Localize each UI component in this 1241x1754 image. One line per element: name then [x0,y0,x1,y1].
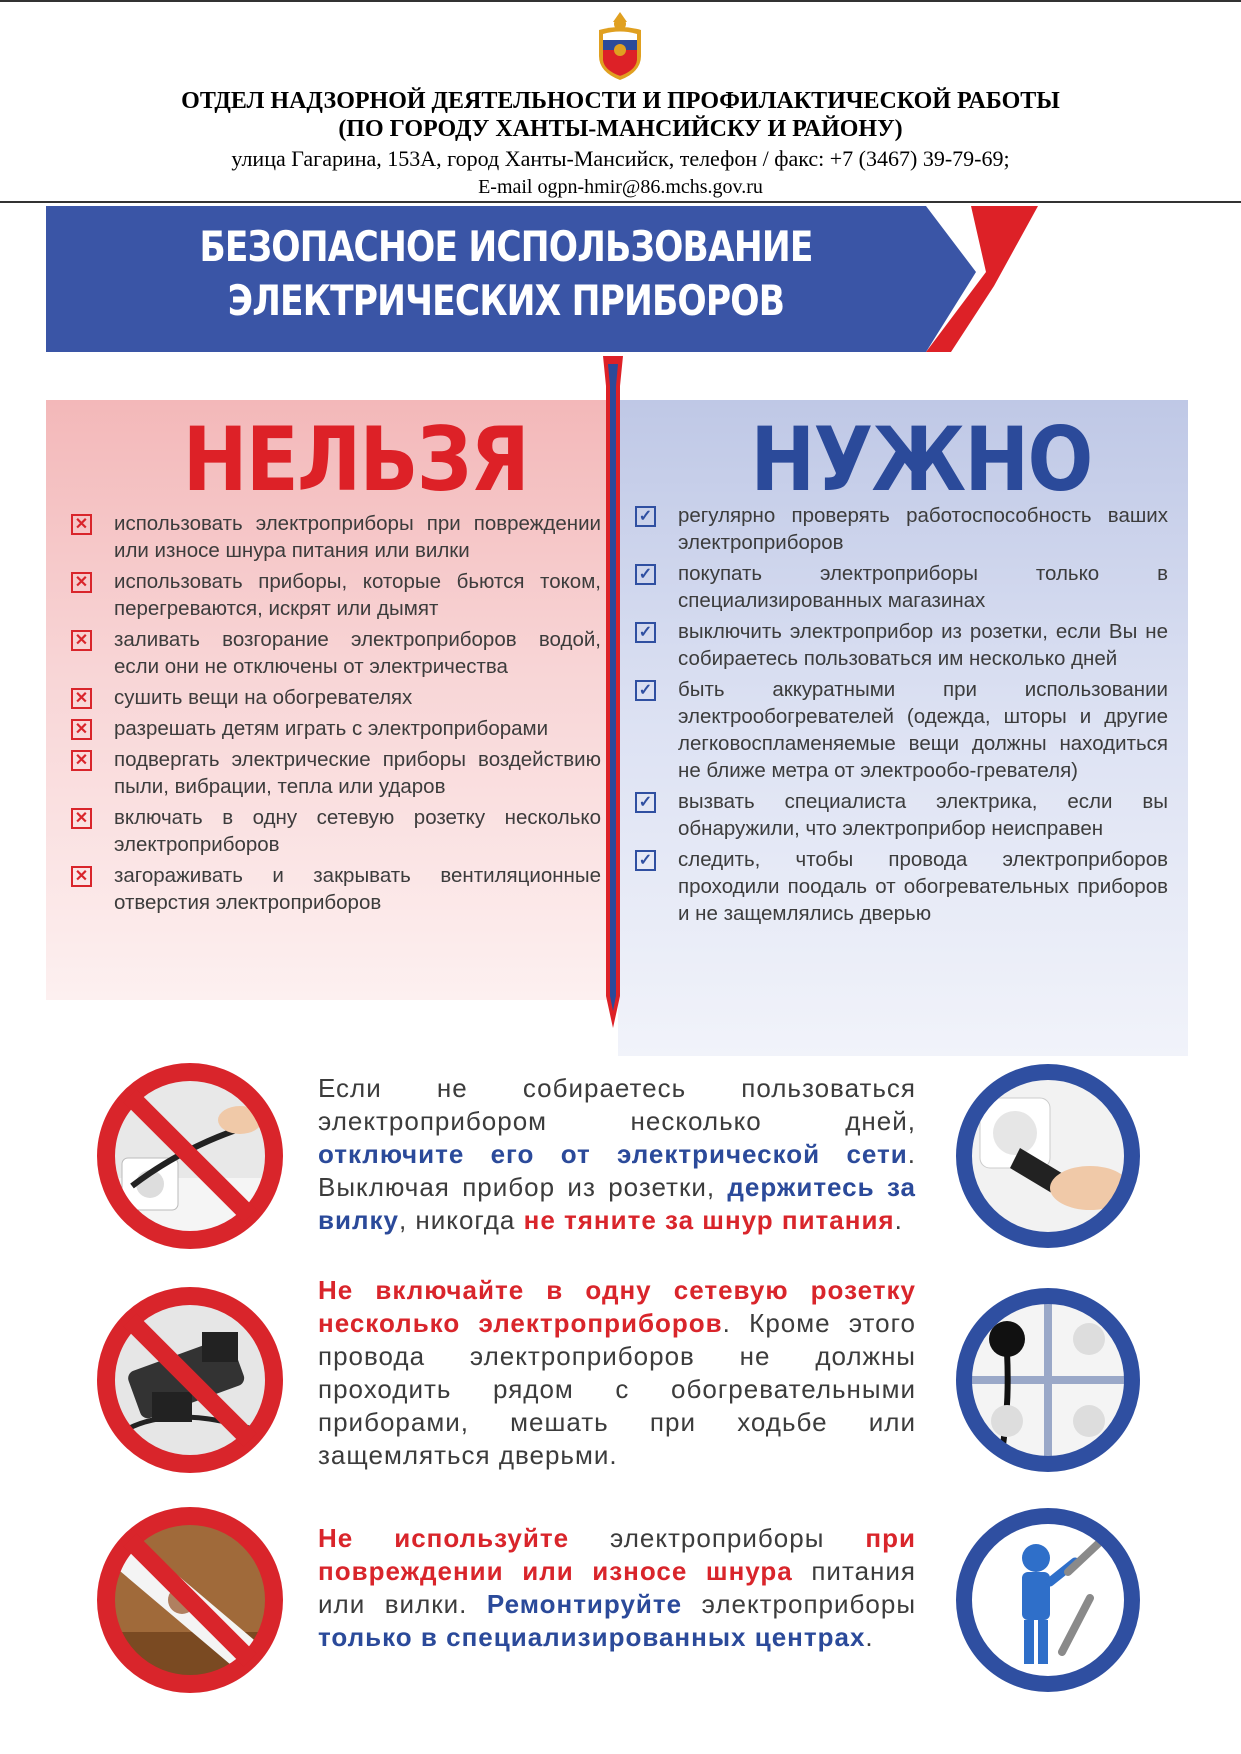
tip-text-part: Не используйте [318,1523,570,1553]
tip-text-part: электроприборы [682,1589,917,1619]
cross-box-icon: ✕ [71,866,92,887]
forbidden-item [68,715,601,742]
required-title: НУЖНО [750,408,1092,511]
tip-unplug [318,1072,916,1237]
required-item [632,502,1168,556]
forbidden-item-text: заливать возгорание электроприборов водой, если они не отключены от электричества [114,628,601,678]
tip-text-part: не тяните за шнур питания [523,1205,895,1235]
tip-text-part: . Выключая прибор из розетки, [318,1139,916,1202]
cross-box-icon: ✕ [71,719,92,740]
forbidden-title: НЕЛЬЗЯ [182,408,528,511]
prohibited-pull-cord-icon [92,1058,288,1254]
forbidden-item-text: использовать электроприборы при повреждении или износе шнура питания или вилки [114,512,601,562]
tip-text-part: Не включайте в одну сетевую розетку несколько электроприборов [318,1275,916,1338]
required-item-text: выключить электроприбор из розетки, если Вы не собираетесь пользоваться им несколько дней [678,620,1168,670]
forbidden-item-text: загораживать и закрывать вентиляционные отверстия электроприборов [114,864,601,914]
tip-damaged-cord [318,1522,916,1654]
required-item-text: быть аккуратными при использовании электрообогревателей (одежда, шторы и другие легковоспламеняемые вещи должны находиться не ближе метра от электрообо-гревателя) [678,678,1168,782]
required-item [632,618,1168,672]
org-address: улица Гагарина, 153А, город Ханты-Мансийск, телефон / факс: +7 (3467) 39-79-69; [231,146,1010,171]
banner-title-line2: ЭЛЕКТРИЧЕСКИХ ПРИБОРОВ [227,276,785,325]
check-box-icon: ✓ [635,792,656,813]
single-outlet-icon [950,1282,1146,1478]
tip-text-part: при повреждении или износе шнура [318,1523,916,1586]
forbidden-item [68,510,601,564]
org-email: E-mail ogpn-hmir@86.mchs.gov.ru [478,176,763,198]
unplug-by-plug-icon [950,1058,1146,1254]
tip-text-part: электроприборы [569,1523,866,1553]
electrician-repair-icon [950,1502,1146,1698]
forbidden-item [68,568,601,622]
tip-text-part: , никогда [398,1205,524,1235]
check-box-icon: ✓ [635,506,656,527]
tip-text-part: . Кроме этого провода электроприборов не должны проходить рядом с обогревательными приборами, мешать при ходьбе или защемляться дверьми. [318,1308,917,1470]
prohibited-damaged-cord-icon [92,1502,288,1698]
forbidden-item-text: использовать приборы, которые бьются током, перегреваются, искрят или дымят [114,570,601,620]
forbidden-item [68,626,601,680]
forbidden-item [68,684,601,711]
required-list [632,502,1168,931]
required-item-text: следить, чтобы провода электроприборов проходили поодаль от обогревательных приборов и не защемлялись дверью [678,848,1168,925]
forbidden-item [68,804,601,858]
required-item [632,788,1168,842]
org-name-line1: ОТДЕЛ НАДЗОРНОЙ ДЕЯТЕЛЬНОСТИ И ПРОФИЛАКТИЧЕСКОЙ РАБОТЫ [181,88,1060,114]
forbidden-item-text: подвергать электрические приборы воздействию пыли, вибрации, тепла или ударов [114,748,601,798]
forbidden-list [68,510,601,920]
header-rule [0,201,1241,203]
check-box-icon: ✓ [635,850,656,871]
cross-box-icon: ✕ [71,630,92,651]
emblem-icon [593,10,647,82]
required-item [632,560,1168,614]
check-box-icon: ✓ [635,564,656,585]
banner-title-line1: БЕЗОПАСНОЕ ИСПОЛЬЗОВАНИЕ [199,222,813,271]
tip-text-part: . [894,1205,903,1235]
panel-divider [598,356,628,1028]
required-item-text: вызвать специалиста электрика, если вы обнаружили, что электроприбор неисправен [678,790,1168,840]
cross-box-icon: ✕ [71,808,92,829]
forbidden-item-text: включать в одну сетевую розетку несколько электроприборов [114,806,601,856]
required-item [632,676,1168,784]
check-box-icon: ✓ [635,622,656,643]
forbidden-item-text: сушить вещи на обогревателях [114,686,413,709]
prohibited-overload-icon [92,1282,288,1478]
tip-text-part: только в специализированных центрах [318,1622,866,1652]
tip-one-outlet [318,1274,916,1472]
forbidden-item-text: разрешать детям играть с электроприборами [114,717,549,740]
required-item-text: регулярно проверять работоспособность ваших электроприборов [678,504,1168,554]
cross-box-icon: ✕ [71,514,92,535]
check-box-icon: ✓ [635,680,656,701]
tip-text-part: Ремонтируйте [486,1589,683,1619]
org-name-line2: (ПО ГОРОДУ ХАНТЫ-МАНСИЙСКУ И РАЙОНУ) [338,116,903,142]
cross-box-icon: ✕ [71,688,92,709]
required-item-text: покупать электроприборы только в специализированных магазинах [678,562,1168,612]
forbidden-item [68,746,601,800]
top-rule [0,0,1241,2]
cross-box-icon: ✕ [71,750,92,771]
forbidden-item [68,862,601,916]
tip-text-part: отключите его от электрической сети [318,1139,908,1169]
required-item [632,846,1168,927]
tip-text-part: держитесь за вилку [318,1172,916,1235]
tip-text-part: . [865,1622,874,1652]
cross-box-icon: ✕ [71,572,92,593]
tip-text-part: Если не собираетесь пользоваться электроприбором несколько дней, [318,1073,916,1136]
tip-text-part: питания или вилки. [318,1556,916,1619]
